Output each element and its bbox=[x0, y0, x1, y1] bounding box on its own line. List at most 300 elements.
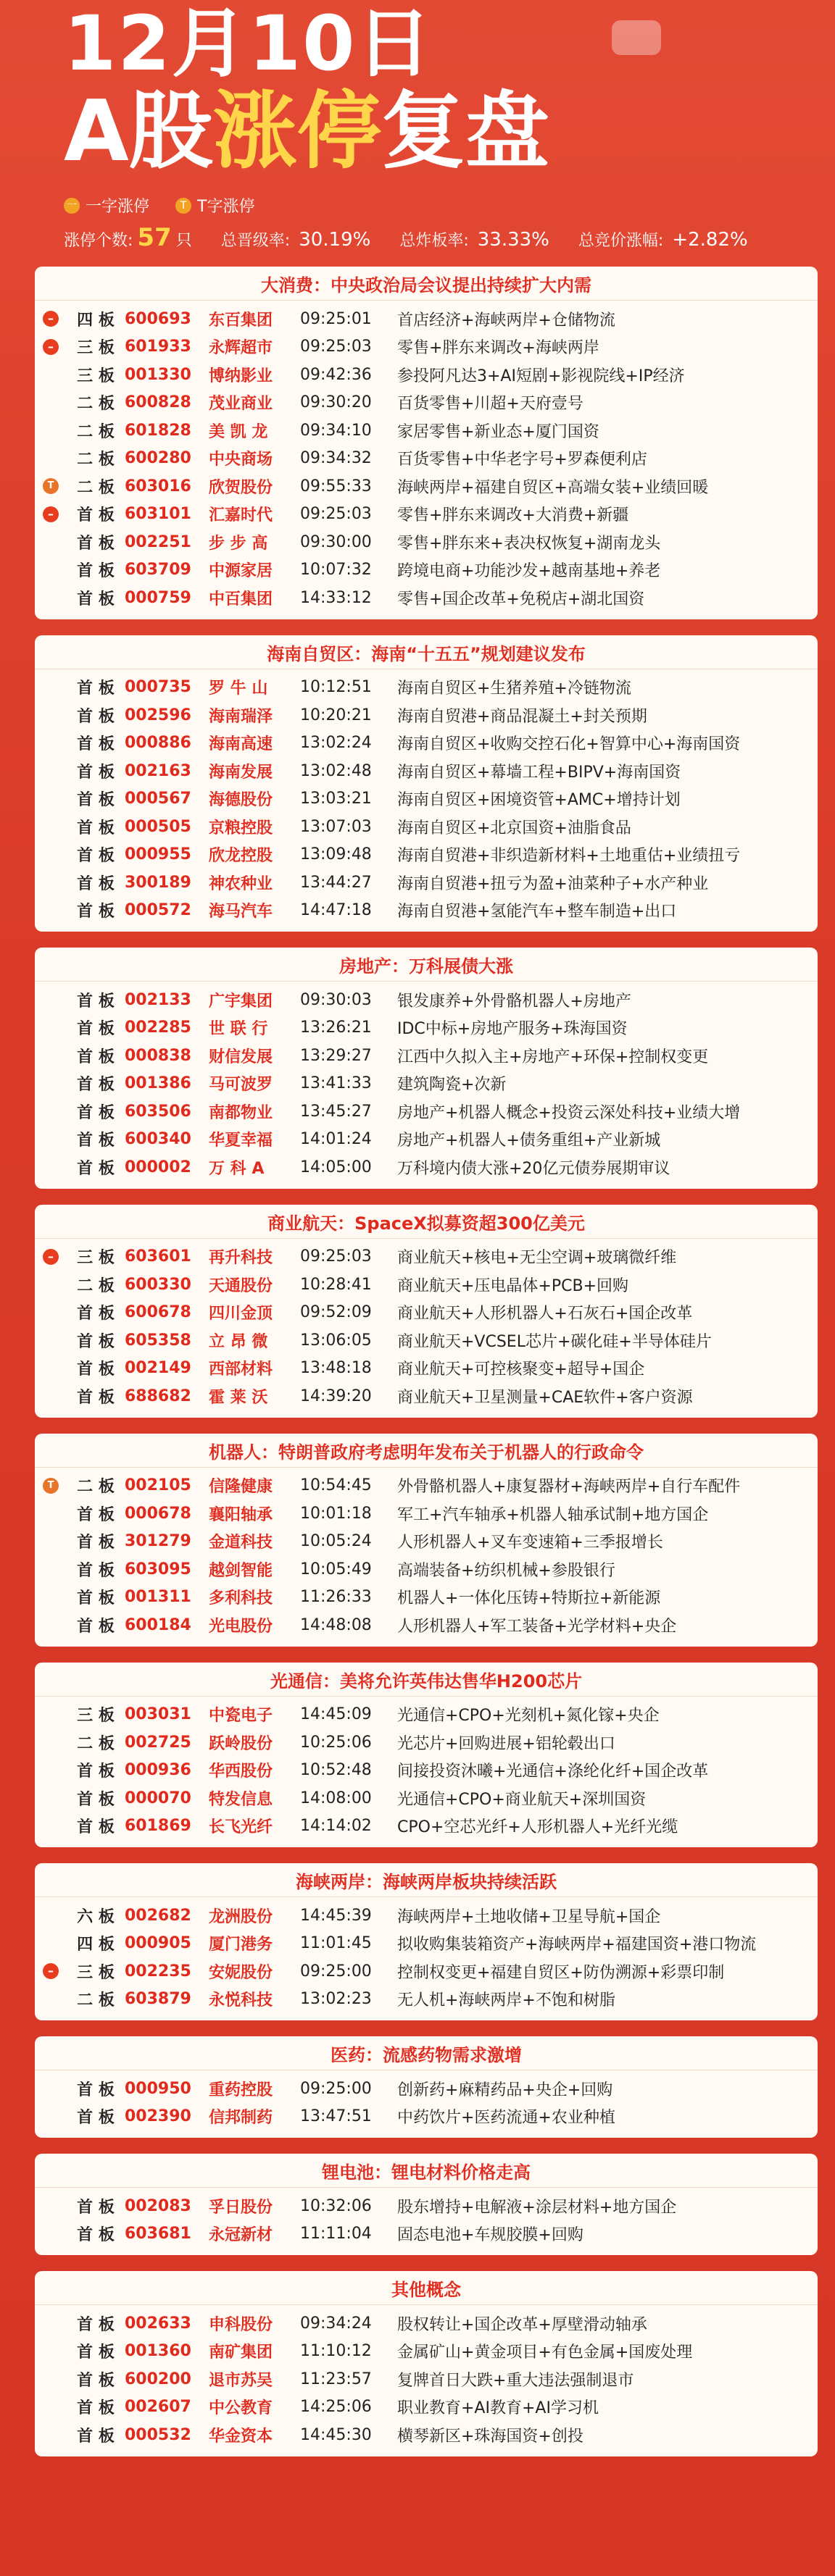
stock-row[interactable] bbox=[35, 2220, 818, 2249]
stock-code: 000505 bbox=[125, 817, 191, 836]
stock-reason: 海峡两岸+土地收储+卫星导航+国企 bbox=[397, 1907, 661, 1926]
stock-reason: 海南自贸港+氢能汽车+整车制造+出口 bbox=[397, 903, 677, 921]
stock-time: 14:48:08 bbox=[300, 1615, 372, 1634]
stock-row[interactable] bbox=[35, 1986, 818, 2014]
stock-row[interactable] bbox=[35, 1555, 818, 1584]
stock-row[interactable] bbox=[35, 2192, 818, 2220]
stock-reason: 银发康养+外骨骼机器人+房地产 bbox=[397, 992, 631, 1011]
marker-cell bbox=[35, 311, 67, 327]
stock-time: 10:05:49 bbox=[300, 1560, 372, 1578]
stock-row[interactable] bbox=[35, 1757, 818, 1785]
stock-code: 001386 bbox=[125, 1074, 191, 1093]
stock-board: 二 板 bbox=[77, 1276, 115, 1295]
stock-reason: 百货零售+中华老字号+罗森便利店 bbox=[397, 451, 647, 469]
stock-time: 09:34:24 bbox=[300, 2314, 372, 2333]
stock-reason: 商业航天+卫星测量+CAE软件+客户资源 bbox=[397, 1388, 693, 1407]
stock-name: 永冠新材 bbox=[209, 2226, 273, 2245]
stock-time: 13:45:27 bbox=[300, 1102, 372, 1121]
stock-board: 三 板 bbox=[77, 1249, 115, 1268]
stock-code: 002285 bbox=[125, 1019, 191, 1037]
stock-code: 002633 bbox=[125, 2314, 191, 2333]
stock-time: 09:52:09 bbox=[300, 1303, 372, 1322]
section-card bbox=[35, 1863, 818, 2020]
stock-reason: 无人机+海峡两岸+不饱和树脂 bbox=[397, 1991, 615, 2010]
stock-time: 11:01:45 bbox=[300, 1934, 372, 1953]
stock-row[interactable] bbox=[35, 1812, 818, 1841]
stock-code: 002251 bbox=[125, 532, 191, 551]
stock-code: 002725 bbox=[125, 1733, 191, 1752]
stock-board: 首 板 bbox=[77, 1360, 115, 1379]
stock-time: 14:08:00 bbox=[300, 1789, 372, 1807]
stock-name: 重药控股 bbox=[209, 2081, 273, 2099]
section-title: 医药：流感药物需求激增 bbox=[35, 2041, 818, 2070]
stock-code: 002390 bbox=[125, 2107, 191, 2126]
stock-name: 罗 牛 山 bbox=[209, 679, 268, 698]
stock-reason: 建筑陶瓷+次新 bbox=[397, 1076, 507, 1095]
yizi-icon: – bbox=[43, 1249, 59, 1265]
stock-code: 003031 bbox=[125, 1705, 191, 1724]
legend-yizi: 一 一字涨停 bbox=[64, 194, 149, 217]
sections-list bbox=[35, 267, 818, 2472]
stock-row[interactable] bbox=[35, 1528, 818, 1556]
stock-code: 603095 bbox=[125, 1560, 191, 1578]
stock-name: 孚日股份 bbox=[209, 2198, 273, 2217]
stock-row[interactable] bbox=[35, 785, 818, 814]
stock-name: 中瓷电子 bbox=[209, 1707, 273, 1726]
yizi-icon: 一 bbox=[64, 198, 80, 214]
stock-reason: 零售+胖东来调改+大消费+新疆 bbox=[397, 506, 629, 525]
section-card bbox=[35, 948, 818, 1189]
stock-row[interactable] bbox=[35, 361, 818, 389]
stock-time: 10:01:18 bbox=[300, 1504, 372, 1523]
stock-board: 首 板 bbox=[77, 1534, 115, 1552]
stock-time: 13:02:23 bbox=[300, 1990, 372, 2009]
marker-cell bbox=[35, 1963, 67, 1979]
stock-row[interactable] bbox=[35, 417, 818, 445]
stock-board: 首 板 bbox=[77, 735, 115, 754]
stock-name: 海马汽车 bbox=[209, 903, 273, 921]
stock-row[interactable] bbox=[35, 472, 818, 501]
stock-name: 天通股份 bbox=[209, 1276, 273, 1295]
stock-board: 首 板 bbox=[77, 1818, 115, 1837]
stock-name: 财信发展 bbox=[209, 1047, 273, 1066]
stock-reason: 海南自贸港+扭亏为盈+油菜种子+水产种业 bbox=[397, 874, 709, 893]
stock-code: 603601 bbox=[125, 1247, 191, 1266]
stock-reason: CPO+空芯光纤+人形机器人+光纤光缆 bbox=[397, 1818, 678, 1837]
stock-time: 14:47:18 bbox=[300, 901, 372, 920]
stock-board: 首 板 bbox=[77, 1617, 115, 1636]
stock-board: 首 板 bbox=[77, 2315, 115, 2334]
stock-row[interactable] bbox=[35, 1957, 818, 1986]
stock-row[interactable] bbox=[35, 1611, 818, 1639]
stock-reason: 拟收购集装箱资产+海峡两岸+福建国资+港口物流 bbox=[397, 1936, 757, 1954]
stock-row[interactable] bbox=[35, 305, 818, 333]
stock-row[interactable] bbox=[35, 1382, 818, 1410]
zhaban-value: 33.33% bbox=[477, 229, 549, 251]
stock-code: 000838 bbox=[125, 1046, 191, 1065]
section-card bbox=[35, 267, 818, 619]
stock-row[interactable] bbox=[35, 986, 818, 1014]
section-title: 大消费：中央政治局会议提出持续扩大内需 bbox=[35, 271, 818, 301]
stock-name: 中源家居 bbox=[209, 562, 273, 581]
stock-time: 09:30:03 bbox=[300, 990, 372, 1009]
section-card bbox=[35, 2154, 818, 2255]
stock-row[interactable] bbox=[35, 2103, 818, 2131]
stock-code: 600828 bbox=[125, 393, 191, 412]
stock-board: 二 板 bbox=[77, 395, 115, 414]
stock-code: 603506 bbox=[125, 1102, 191, 1121]
stock-board: 首 板 bbox=[77, 2427, 115, 2446]
stock-reason: 中药饮片+医药流通+农业种植 bbox=[397, 2109, 615, 2128]
stock-code: 603681 bbox=[125, 2225, 191, 2243]
stock-name: 步 步 高 bbox=[209, 534, 268, 553]
marker-cell bbox=[35, 1249, 67, 1265]
stock-time: 09:25:01 bbox=[300, 309, 372, 328]
stock-reason: 商业航天+人形机器人+石灰石+国企改革 bbox=[397, 1305, 693, 1323]
stock-board: 首 板 bbox=[77, 1589, 115, 1608]
stock-row[interactable] bbox=[35, 813, 818, 841]
stock-row[interactable] bbox=[35, 1472, 818, 1500]
stock-reason: 房地产+机器人概念+投资云深处科技+业绩大增 bbox=[397, 1103, 741, 1122]
stats-bar bbox=[64, 223, 792, 252]
stock-code: 688682 bbox=[125, 1387, 191, 1405]
marker-cell bbox=[35, 506, 67, 522]
stock-board: 首 板 bbox=[77, 2198, 115, 2217]
stock-row[interactable] bbox=[35, 556, 818, 585]
stock-reason: 家居零售+新业态+厦门国资 bbox=[397, 422, 599, 441]
stock-row[interactable] bbox=[35, 1902, 818, 1930]
stock-time: 14:33:12 bbox=[300, 588, 372, 607]
stock-row[interactable] bbox=[35, 2421, 818, 2449]
stock-board: 首 板 bbox=[77, 679, 115, 698]
stock-board: 首 板 bbox=[77, 534, 115, 553]
stock-row[interactable] bbox=[35, 674, 818, 702]
stock-board: 首 板 bbox=[77, 562, 115, 581]
stock-code: 002235 bbox=[125, 1962, 191, 1981]
stock-name: 襄阳轴承 bbox=[209, 1505, 273, 1524]
stock-row[interactable] bbox=[35, 1042, 818, 1070]
stock-time: 13:41:33 bbox=[300, 1074, 372, 1093]
stock-time: 10:32:06 bbox=[300, 2196, 372, 2215]
stock-name: 海南瑞泽 bbox=[209, 707, 273, 726]
stock-code: 002105 bbox=[125, 1476, 191, 1495]
stock-row[interactable] bbox=[35, 1701, 818, 1729]
stock-code: 300189 bbox=[125, 873, 191, 892]
logo-stamp bbox=[612, 20, 661, 55]
stock-time: 14:05:00 bbox=[300, 1158, 372, 1176]
yizi-icon: – bbox=[43, 311, 59, 327]
stock-row[interactable] bbox=[35, 1930, 818, 1958]
stock-reason: 商业航天+核电+无尘空调+玻璃微纤维 bbox=[397, 1249, 677, 1268]
stock-name: 广宇集团 bbox=[209, 992, 273, 1011]
stock-row[interactable] bbox=[35, 897, 818, 925]
stock-time: 09:25:03 bbox=[300, 505, 372, 524]
section-title: 海南自贸区：海南“十五五”规划建议发布 bbox=[35, 640, 818, 669]
stock-name: 龙洲股份 bbox=[209, 1907, 273, 1926]
stock-reason: 万科境内债大涨+20亿元债券展期审议 bbox=[397, 1159, 670, 1178]
stock-reason: IDC中标+房地产服务+珠海国资 bbox=[397, 1020, 628, 1039]
stock-board: 首 板 bbox=[77, 1132, 115, 1150]
stock-row[interactable] bbox=[35, 1271, 818, 1299]
stock-code: 603879 bbox=[125, 1990, 191, 2009]
stock-board: 首 板 bbox=[77, 2343, 115, 2362]
stock-row[interactable] bbox=[35, 1728, 818, 1757]
stock-name: 越剑智能 bbox=[209, 1561, 273, 1580]
stock-reason: 光通信+CPO+光刻机+氮化镓+央企 bbox=[397, 1707, 660, 1726]
section-title: 机器人：特朗普政府考虑明年发布关于机器人的行政命令 bbox=[35, 1438, 818, 1468]
stock-reason: 海南自贸区+困境资管+AMC+增持计划 bbox=[397, 791, 681, 810]
stock-reason: 金属矿山+黄金项目+有色金属+国废处理 bbox=[397, 2343, 693, 2362]
stock-code: 000905 bbox=[125, 1934, 191, 1953]
stock-row[interactable] bbox=[35, 584, 818, 612]
title-date: 12月10日 bbox=[64, 0, 433, 88]
stock-name: 申科股份 bbox=[209, 2315, 273, 2334]
stock-row[interactable] bbox=[35, 2393, 818, 2422]
marker-cell bbox=[35, 1478, 67, 1494]
stock-name: 信隆健康 bbox=[209, 1478, 273, 1497]
stock-name: 中央商场 bbox=[209, 451, 273, 469]
stock-code: 301279 bbox=[125, 1532, 191, 1551]
stock-row[interactable] bbox=[35, 1070, 818, 1098]
stock-row[interactable] bbox=[35, 1299, 818, 1327]
stock-time: 13:06:05 bbox=[300, 1331, 372, 1350]
stock-time: 10:28:41 bbox=[300, 1275, 372, 1294]
stock-code: 601828 bbox=[125, 421, 191, 440]
marker-cell bbox=[35, 339, 67, 355]
stock-board: 三 板 bbox=[77, 339, 115, 358]
stock-row[interactable] bbox=[35, 1326, 818, 1355]
section-title: 房地产：万科展债大涨 bbox=[35, 952, 818, 982]
stock-code: 000532 bbox=[125, 2425, 191, 2444]
stock-row[interactable] bbox=[35, 1126, 818, 1154]
stock-code: 600340 bbox=[125, 1130, 191, 1149]
stock-reason: 海南自贸区+北京国资+油脂食品 bbox=[397, 819, 631, 837]
stock-code: 000886 bbox=[125, 734, 191, 753]
stock-row[interactable] bbox=[35, 729, 818, 758]
stock-board: 首 板 bbox=[77, 2081, 115, 2099]
stock-name: 神农种业 bbox=[209, 874, 273, 893]
stock-time: 14:45:30 bbox=[300, 2425, 372, 2444]
stock-reason: 跨境电商+功能沙发+越南基地+养老 bbox=[397, 562, 661, 581]
stock-name: 海南发展 bbox=[209, 763, 273, 782]
stock-name: 长飞光纤 bbox=[209, 1818, 273, 1837]
stock-board: 首 板 bbox=[77, 2109, 115, 2128]
stock-time: 10:20:21 bbox=[300, 706, 372, 724]
section-title: 商业航天：SpaceX拟募资超300亿美元 bbox=[35, 1209, 818, 1239]
stock-name: 再升科技 bbox=[209, 1249, 273, 1268]
yizi-icon: – bbox=[43, 339, 59, 355]
stock-reason: 江西中久拟入主+房地产+环保+控制权变更 bbox=[397, 1047, 709, 1066]
stock-row[interactable] bbox=[35, 869, 818, 897]
stock-name: 华金资本 bbox=[209, 2427, 273, 2446]
stock-name: 京粮控股 bbox=[209, 819, 273, 837]
stock-name: 四川金顶 bbox=[209, 1305, 273, 1323]
stock-time: 10:05:24 bbox=[300, 1532, 372, 1551]
stock-time: 14:25:06 bbox=[300, 2398, 372, 2417]
stock-name: 跃岭股份 bbox=[209, 1734, 273, 1753]
stock-board: 首 板 bbox=[77, 1388, 115, 1407]
section-card bbox=[35, 2271, 818, 2456]
stock-row[interactable] bbox=[35, 445, 818, 473]
stock-code: 002596 bbox=[125, 706, 191, 724]
stock-row[interactable] bbox=[35, 1784, 818, 1812]
stock-time: 14:39:20 bbox=[300, 1387, 372, 1405]
stock-board: 三 板 bbox=[77, 1963, 115, 1982]
stock-reason: 固态电池+车规胶膜+回购 bbox=[397, 2226, 583, 2245]
stock-reason: 零售+胖东来+表决权恢复+湖南龙头 bbox=[397, 534, 661, 553]
tzi-icon: T bbox=[43, 1478, 59, 1494]
stock-row[interactable] bbox=[35, 389, 818, 417]
stock-row[interactable] bbox=[35, 757, 818, 785]
stock-time: 14:45:39 bbox=[300, 1906, 372, 1925]
stock-board: 四 板 bbox=[77, 311, 115, 330]
stock-board: 首 板 bbox=[77, 1076, 115, 1095]
stock-name: 永辉超市 bbox=[209, 339, 273, 358]
stock-name: 茂业商业 bbox=[209, 395, 273, 414]
stock-time: 09:34:10 bbox=[300, 421, 372, 440]
stock-row[interactable] bbox=[35, 1500, 818, 1528]
stock-reason: 房地产+机器人+债务重组+产业新城 bbox=[397, 1132, 661, 1150]
stock-time: 13:02:24 bbox=[300, 734, 372, 753]
stock-code: 002133 bbox=[125, 990, 191, 1009]
stock-board: 首 板 bbox=[77, 903, 115, 921]
stock-reason: 光芯片+回购进展+铝轮毂出口 bbox=[397, 1734, 615, 1753]
stock-name: 欣贺股份 bbox=[209, 478, 273, 497]
stock-board: 三 板 bbox=[77, 367, 115, 385]
stock-board: 首 板 bbox=[77, 2226, 115, 2245]
stock-row[interactable] bbox=[35, 2338, 818, 2366]
stock-board: 首 板 bbox=[77, 707, 115, 726]
stock-time: 13:44:27 bbox=[300, 873, 372, 892]
section-title: 其他概念 bbox=[35, 2275, 818, 2305]
stock-reason: 海峡两岸+福建自贸区+高端女装+业绩回暖 bbox=[397, 478, 709, 497]
stock-code: 000002 bbox=[125, 1158, 191, 1176]
stock-board: 首 板 bbox=[77, 1790, 115, 1809]
stock-board: 首 板 bbox=[77, 1047, 115, 1066]
stock-row[interactable] bbox=[35, 2309, 818, 2338]
stock-row[interactable] bbox=[35, 1355, 818, 1383]
stock-time: 09:25:00 bbox=[300, 2079, 372, 2098]
stock-board: 首 板 bbox=[77, 1561, 115, 1580]
stock-row[interactable] bbox=[35, 2365, 818, 2393]
stock-code: 600200 bbox=[125, 2370, 191, 2388]
stock-reason: 人形机器人+军工装备+光学材料+央企 bbox=[397, 1617, 677, 1636]
stock-row[interactable] bbox=[35, 1153, 818, 1182]
stock-row[interactable] bbox=[35, 2075, 818, 2103]
stock-time: 10:07:32 bbox=[300, 561, 372, 580]
stock-name: 南矿集团 bbox=[209, 2343, 273, 2362]
stock-name: 永悦科技 bbox=[209, 1991, 273, 2010]
stock-board: 二 板 bbox=[77, 1478, 115, 1497]
stock-name: 西部材料 bbox=[209, 1360, 273, 1379]
stock-time: 10:54:45 bbox=[300, 1476, 372, 1495]
stock-board: 首 板 bbox=[77, 819, 115, 837]
stock-time: 09:30:00 bbox=[300, 532, 372, 551]
stock-time: 13:09:48 bbox=[300, 845, 372, 864]
stock-name: 退市苏吴 bbox=[209, 2371, 273, 2390]
stock-reason: 商业航天+VCSEL芯片+碳化硅+半导体硅片 bbox=[397, 1332, 712, 1351]
stock-time: 13:26:21 bbox=[300, 1019, 372, 1037]
stock-code: 000955 bbox=[125, 845, 191, 864]
stock-row[interactable] bbox=[35, 1097, 818, 1126]
stock-name: 美 凯 龙 bbox=[209, 422, 268, 441]
stock-code: 605358 bbox=[125, 1331, 191, 1350]
stock-time: 10:25:06 bbox=[300, 1733, 372, 1752]
stock-board: 首 板 bbox=[77, 1103, 115, 1122]
stock-code: 002163 bbox=[125, 761, 191, 780]
stock-reason: 外骨骼机器人+康复器材+海峡两岸+自行车配件 bbox=[397, 1478, 741, 1497]
stock-board: 四 板 bbox=[77, 1936, 115, 1954]
marker-cell bbox=[35, 478, 67, 494]
stock-board: 二 板 bbox=[77, 451, 115, 469]
jingjia-label: 总竞价涨幅: bbox=[578, 232, 664, 250]
stock-code: 601933 bbox=[125, 338, 191, 356]
stock-name: 东百集团 bbox=[209, 311, 273, 330]
stock-code: 000936 bbox=[125, 1761, 191, 1780]
stock-row[interactable] bbox=[35, 501, 818, 529]
jinji-label: 总晋级率: bbox=[220, 232, 291, 250]
stock-row[interactable] bbox=[35, 701, 818, 729]
stock-time: 09:25:03 bbox=[300, 338, 372, 356]
stock-name: 信邦制药 bbox=[209, 2109, 273, 2128]
stock-board: 二 板 bbox=[77, 422, 115, 441]
stock-name: 华夏幸福 bbox=[209, 1132, 273, 1150]
stock-time: 11:23:57 bbox=[300, 2370, 372, 2388]
legend bbox=[64, 194, 281, 217]
stock-name: 立 昂 微 bbox=[209, 1332, 268, 1351]
stock-reason: 创新药+麻精药品+央企+回购 bbox=[397, 2081, 613, 2099]
stock-time: 09:30:20 bbox=[300, 393, 372, 412]
stock-name: 欣龙控股 bbox=[209, 847, 273, 866]
stock-row[interactable] bbox=[35, 1584, 818, 1612]
stock-time: 09:25:00 bbox=[300, 1962, 372, 1981]
stock-name: 安妮股份 bbox=[209, 1963, 273, 1982]
jinji-value: 30.19% bbox=[299, 229, 371, 251]
stock-time: 11:26:33 bbox=[300, 1588, 372, 1607]
stock-time: 10:12:51 bbox=[300, 678, 372, 697]
stock-code: 603101 bbox=[125, 505, 191, 524]
stock-board: 二 板 bbox=[77, 1734, 115, 1753]
stock-row[interactable] bbox=[35, 333, 818, 361]
stock-code: 000567 bbox=[125, 790, 191, 808]
stock-board: 首 板 bbox=[77, 1159, 115, 1178]
stock-board: 首 板 bbox=[77, 590, 115, 609]
stock-row[interactable] bbox=[35, 1014, 818, 1042]
tzi-icon: T bbox=[43, 478, 59, 494]
yizi-icon: – bbox=[43, 506, 59, 522]
stock-reason: 横琴新区+珠海国资+创投 bbox=[397, 2427, 583, 2446]
stock-code: 002083 bbox=[125, 2196, 191, 2215]
stock-code: 600280 bbox=[125, 449, 191, 468]
stock-time: 13:48:18 bbox=[300, 1359, 372, 1378]
stock-code: 001360 bbox=[125, 2342, 191, 2361]
stock-reason: 海南自贸港+商品混凝土+封关预期 bbox=[397, 707, 647, 726]
stock-board: 首 板 bbox=[77, 2371, 115, 2390]
stock-time: 14:01:24 bbox=[300, 1130, 372, 1149]
stock-board: 首 板 bbox=[77, 874, 115, 893]
stock-reason: 间接投资沐曦+光通信+涤纶化纤+国企改革 bbox=[397, 1762, 709, 1781]
stock-code: 002682 bbox=[125, 1906, 191, 1925]
stock-time: 14:14:02 bbox=[300, 1817, 372, 1836]
stock-board: 首 板 bbox=[77, 763, 115, 782]
stock-code: 601869 bbox=[125, 1817, 191, 1836]
stock-row[interactable] bbox=[35, 841, 818, 869]
stock-board: 首 板 bbox=[77, 1332, 115, 1351]
stock-row[interactable] bbox=[35, 528, 818, 556]
stock-row[interactable] bbox=[35, 1243, 818, 1271]
stock-reason: 复牌首日大跌+重大违法强制退市 bbox=[397, 2371, 634, 2390]
stock-name: 海南高速 bbox=[209, 735, 273, 754]
